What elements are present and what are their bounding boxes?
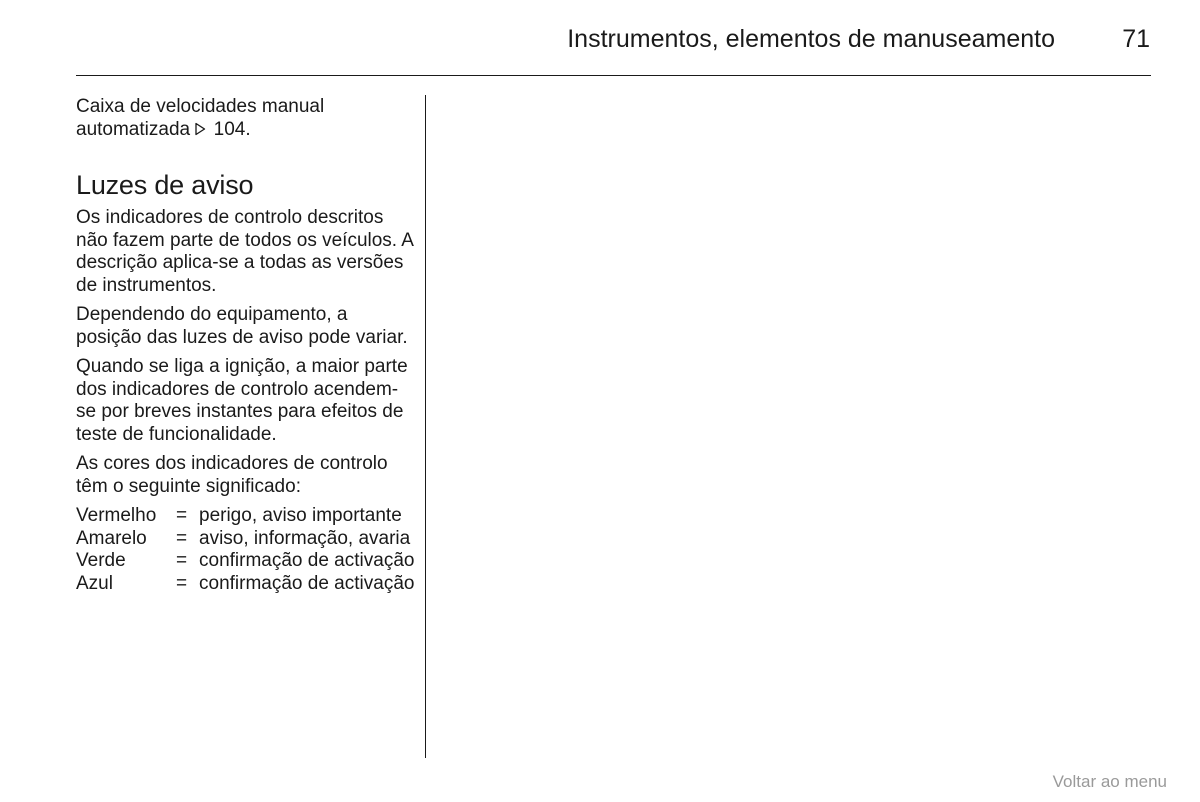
- color-name: Azul: [76, 572, 113, 594]
- color-name: Vermelho: [76, 505, 157, 526]
- page-reference-link[interactable]: 104.: [208, 118, 251, 140]
- page-number: 71: [1122, 25, 1150, 53]
- color-name: Verde: [76, 550, 126, 571]
- color-row-blue: [76, 573, 416, 596]
- section-heading: Luzes de aviso: [76, 170, 254, 200]
- color-meaning-table: [76, 505, 416, 595]
- paragraph-2: Dependendo do equipamento, a posição das luzes de aviso pode variar.: [76, 304, 408, 348]
- color-meaning: confirmação de activação: [199, 572, 415, 594]
- cross-reference: [76, 96, 416, 142]
- left-column: [76, 96, 416, 595]
- equals-sign: =: [176, 572, 188, 594]
- equals-sign: =: [176, 505, 188, 526]
- header-divider: [76, 75, 1151, 76]
- paragraph-3: Quando se liga a ignição, a maior parte dos indicadores de controlo acendem-se por breves instantes para efeitos de teste de funcionalidade.: [76, 356, 408, 445]
- back-to-menu-link[interactable]: Voltar ao menu: [1052, 772, 1167, 791]
- color-row-red: [76, 505, 416, 528]
- equals-sign: =: [176, 550, 188, 571]
- color-row-green: [76, 550, 416, 573]
- color-meaning: aviso, informação, avaria: [199, 527, 411, 549]
- intro-line-2-text: automatizada: [76, 118, 191, 140]
- intro-line-2: [76, 119, 416, 143]
- intro-line-1: Caixa de velocidades manual: [76, 96, 325, 117]
- equals-sign: =: [176, 527, 188, 549]
- color-meaning: perigo, aviso importante: [199, 505, 402, 526]
- page-header-title: Instrumentos, elementos de manuseamento: [567, 25, 1055, 53]
- color-meaning: confirmação de activação: [199, 550, 415, 571]
- paragraph-1: Os indicadores de controlo descritos não fazem parte de todos os veículos. A descrição aplica-se a todas as versões de instrumentos.: [76, 207, 413, 296]
- arrow-reference-icon: [195, 120, 206, 143]
- color-name: Amarelo: [76, 527, 147, 549]
- color-row-yellow: [76, 528, 416, 551]
- paragraph-4: As cores dos indicadores de controlo têm o seguinte significado:: [76, 453, 388, 497]
- column-divider: [425, 95, 426, 758]
